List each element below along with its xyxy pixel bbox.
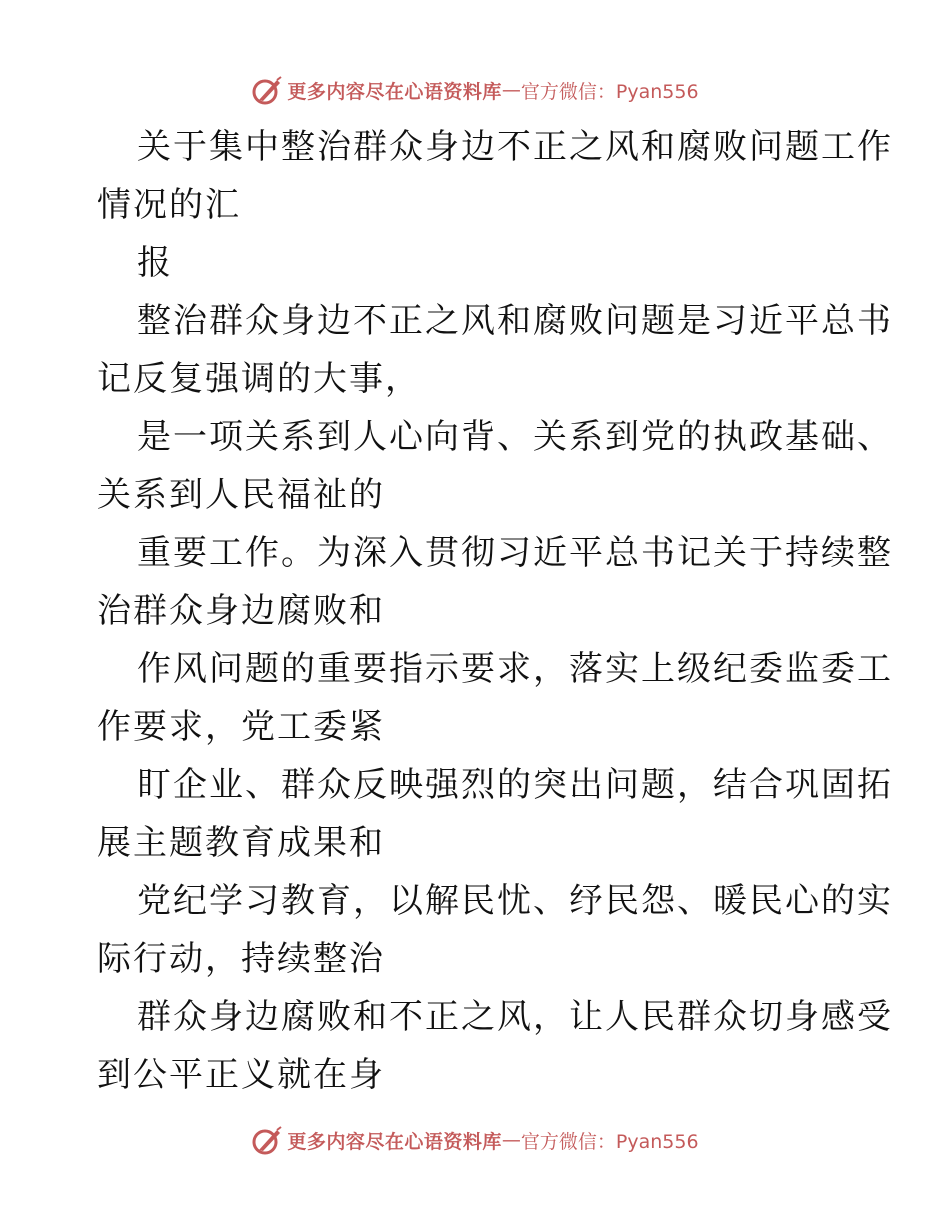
paragraph-line: 关系到人民福祉的 [97,475,385,515]
watermark-wechat: 官方微信：Pyan556 [520,1130,699,1153]
paragraph-line: 党纪学习教育，以解民忧、纾民怨、暖民心的实 [137,881,893,921]
footer-watermark [0,1120,950,1160]
paragraph-line: 是一项关系到人心向背、关系到党的执政基础、 [137,417,893,457]
watermark-title: 更多内容尽在心语资料库 [287,1130,502,1153]
title-line-1: 关于集中整治群众身边不正之风和腐败问题工作 [137,127,893,167]
watermark-separator: — [501,1129,521,1151]
paragraph-line: 整治群众身边不正之风和腐败问题是习近平总书 [137,301,893,341]
title-line-2: 情况的汇 [97,185,241,225]
paragraph-line: 重要工作。为深入贯彻习近平总书记关于持续整 [137,533,893,573]
header-watermark [0,70,950,110]
paragraph-line: 作风问题的重要指示要求，落实上级纪委监委工 [137,649,893,689]
paragraph-line: 群众身边腐败和不正之风，让人民群众切身感受 [137,997,893,1037]
watermark-title: 更多内容尽在心语资料库 [287,80,502,103]
paragraph-line: 盯企业、群众反映强烈的突出问题，结合巩固拓 [137,765,893,805]
quill-pen-circle-icon [251,74,283,106]
paragraph-line: 到公平正义就在身 [97,1055,385,1095]
paragraph-line: 记反复强调的大事， [97,359,421,399]
watermark-wechat: 官方微信：Pyan556 [520,80,699,103]
document-body [97,118,893,1104]
paragraph-line: 展主题教育成果和 [97,823,385,863]
paragraph-line: 作要求，党工委紧 [97,707,385,747]
watermark-separator: — [501,79,521,101]
title-line-3: 报 [137,243,173,283]
paragraph-line: 治群众身边腐败和 [97,591,385,631]
paragraph-line: 际行动，持续整治 [97,939,385,979]
quill-pen-circle-icon [251,1124,283,1156]
